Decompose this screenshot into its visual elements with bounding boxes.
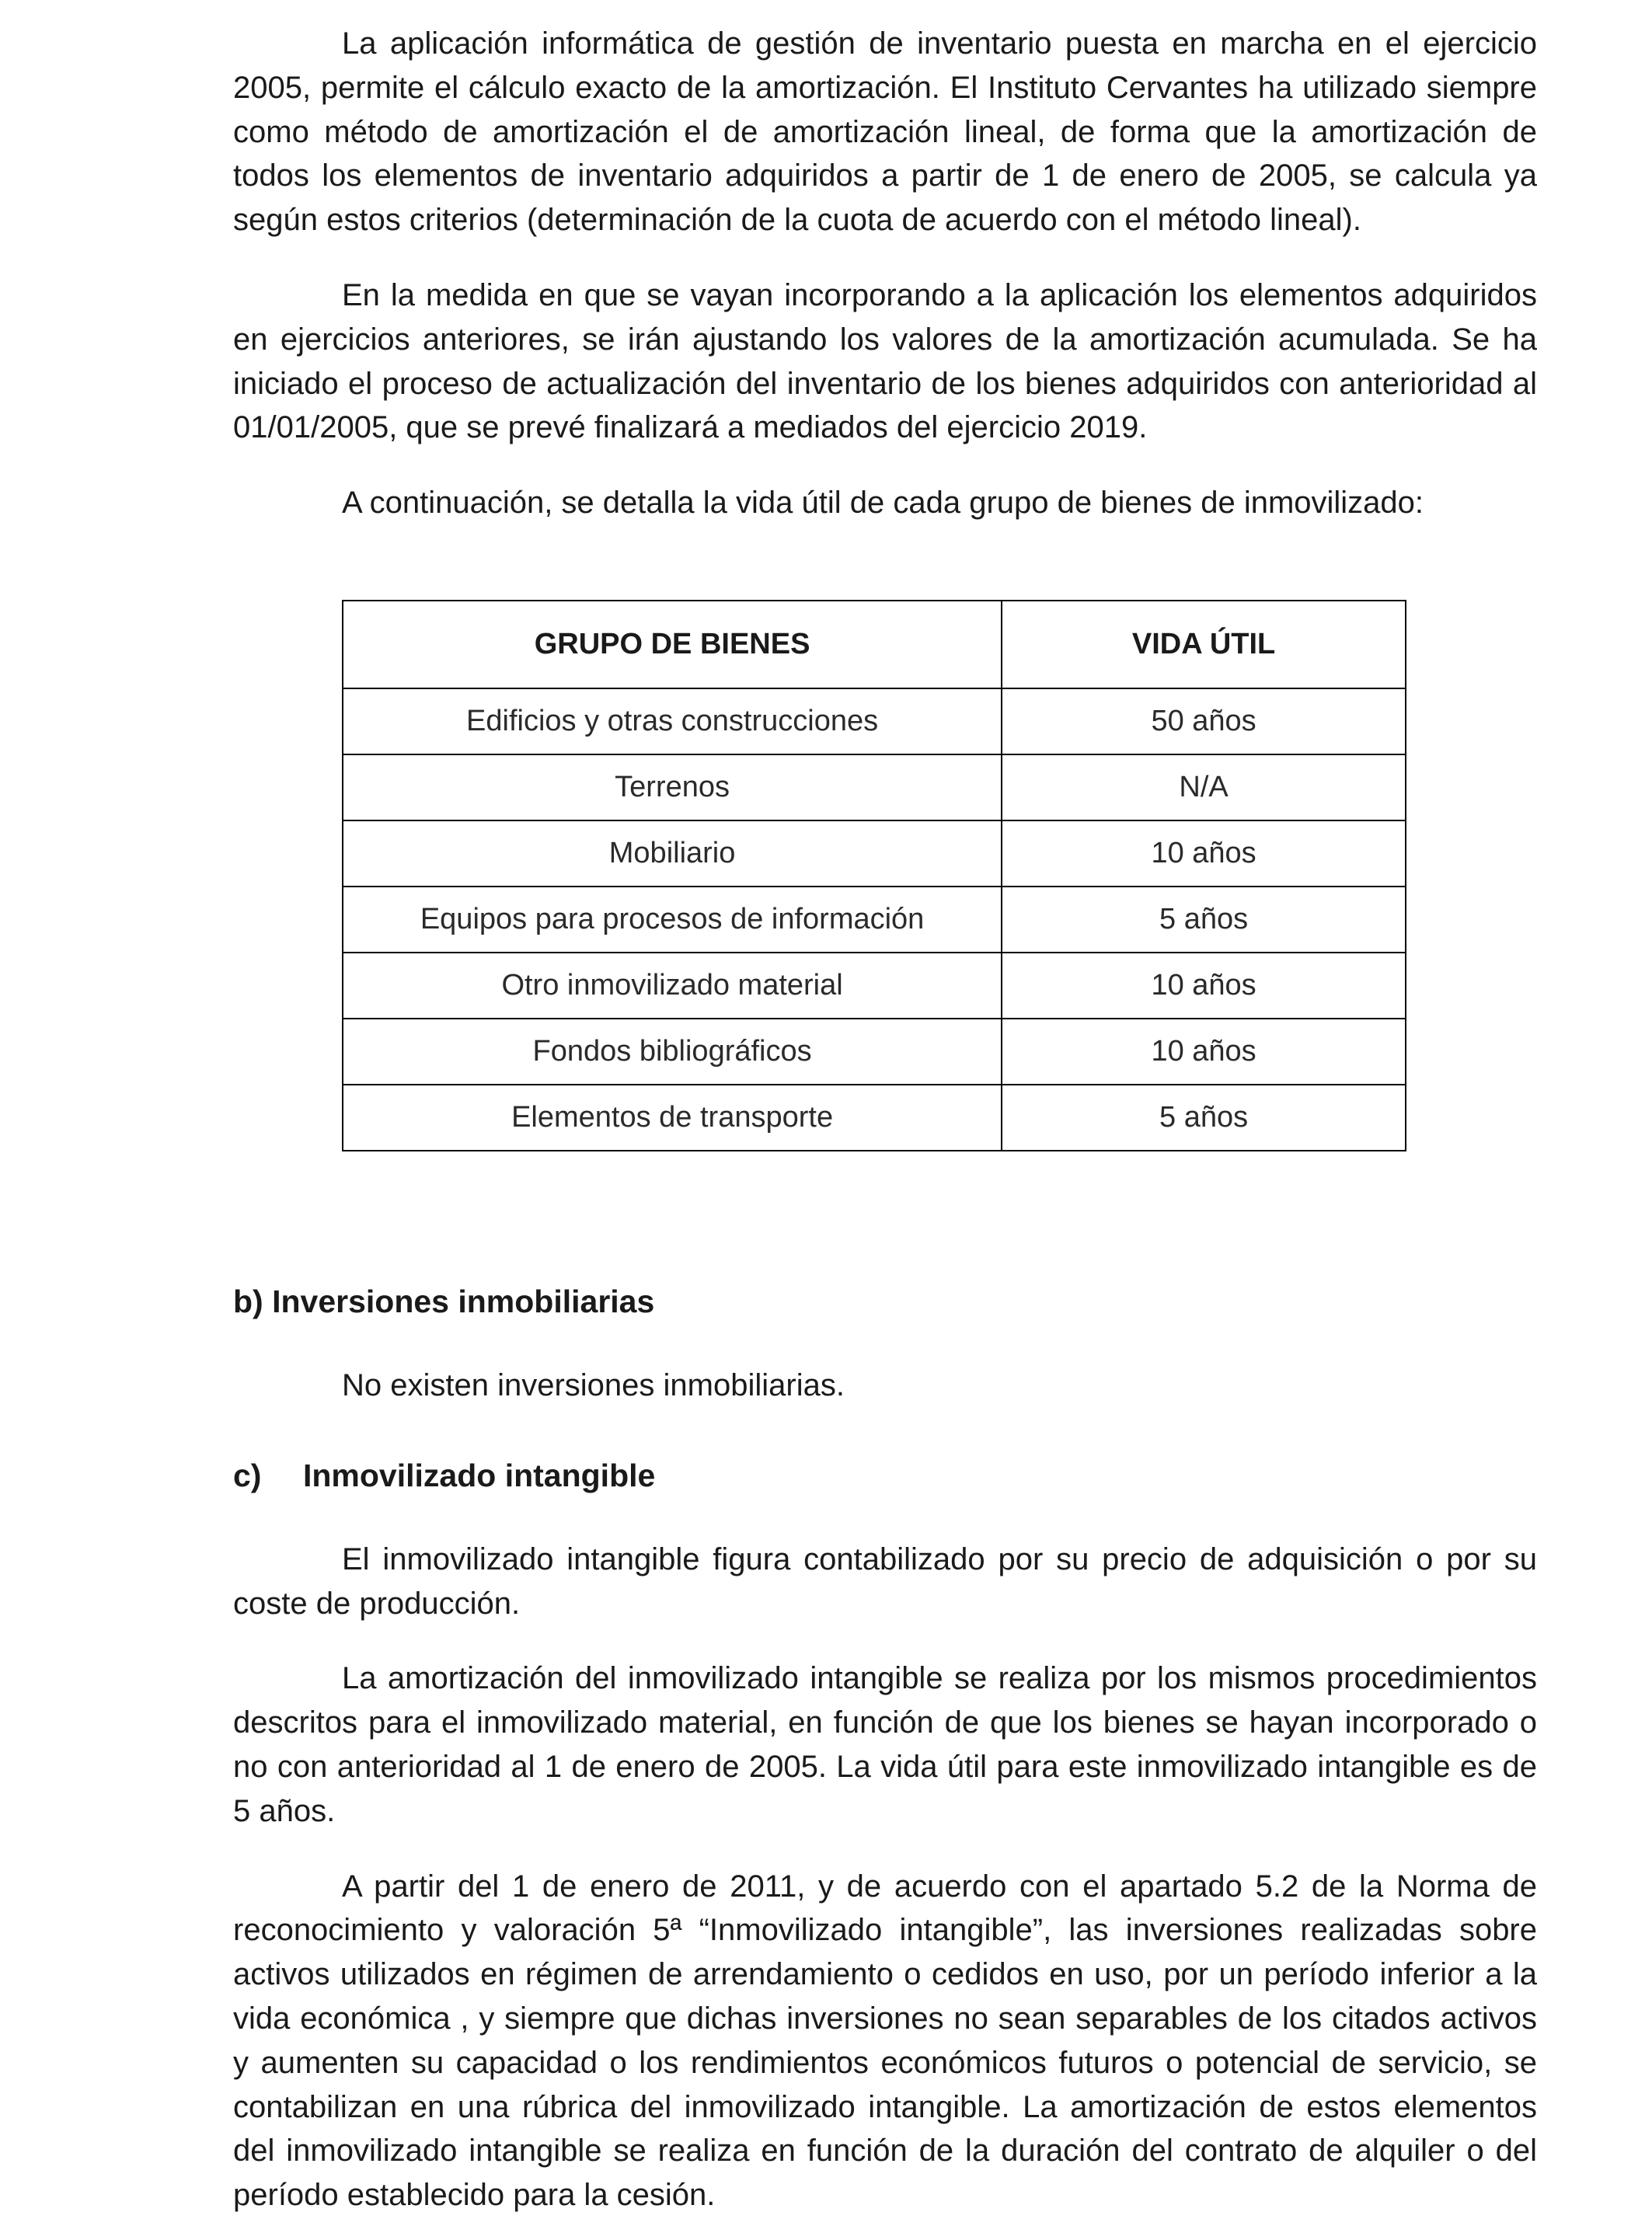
table-row — [343, 953, 1406, 1019]
table-cell-life: 5 años — [1002, 1085, 1406, 1151]
paragraph-intangible-2011-rule: A partir del 1 de enero de 2011, y de acuerdo con el apartado 5.2 de la Norma de reconocimiento y valoración 5ª “Inmovilizado intangible”, las inversiones realizadas sobre activos utilizados en régimen de arrendamiento o cedidos en uso, por un período inferior a la vida económica , y siempre que dichas inversiones no sean separables de los citados activos y aumenten su capacidad o los rendimientos económicos futuros o potencial de servicio, se contabilizan en una rúbrica del inmovilizado intangible. La amortización de estos elementos del inmovilizado intangible se realiza en función de la duración del contrato de alquiler o del período establecido para la cesión. — [233, 1869, 1537, 2213]
table-row — [343, 754, 1406, 820]
table-cell-group: Mobiliario — [343, 820, 1002, 887]
table-header-grupo-de-bienes: GRUPO DE BIENES — [343, 601, 1002, 688]
table-cell-life: 10 años — [1002, 820, 1406, 887]
table-cell-group: Equipos para procesos de información — [343, 887, 1002, 953]
table-cell-life: N/A — [1002, 754, 1406, 820]
paragraph-no-inversiones: No existen inversiones inmobiliarias. — [342, 1367, 845, 1402]
section-title-text: Inmovilizado intangible — [303, 1457, 656, 1493]
table-row — [343, 887, 1406, 953]
table-cell-life: 10 años — [1002, 1019, 1406, 1085]
paragraph-amortization-update: En la medida en que se vayan incorporando a la aplicación los elementos adquiridos en ejercicios anteriores, se irán ajustando los valores de la amortización acumulada. Se ha iniciado el proceso de actualización del inventario de los bienes adquiridos con anterioridad al 01/01/2005, que se prevé finalizará a mediados del ejercicio 2019. — [233, 277, 1537, 445]
table-row — [343, 1085, 1406, 1151]
table-header-vida-util: VIDA ÚTIL — [1002, 601, 1406, 688]
table-row — [343, 688, 1406, 754]
paragraph-intangible-valuation: El inmovilizado intangible figura contabilizado por su precio de adquisición o por su coste de producción. — [233, 1542, 1537, 1621]
section-heading-inmovilizado-intangible — [233, 1458, 1537, 1494]
table-cell-group: Otro inmovilizado material — [343, 953, 1002, 1019]
table-cell-life: 10 años — [1002, 953, 1406, 1019]
paragraph-table-intro: A continuación, se detalla la vida útil de cada grupo de bienes de inmovilizado: — [342, 486, 1424, 521]
section-heading-inversiones-inmobiliarias: b) Inversiones inmobiliarias — [233, 1283, 655, 1319]
table-row — [343, 1019, 1406, 1085]
table-header-row — [343, 601, 1406, 688]
table-row — [343, 820, 1406, 887]
paragraph-inventory-app: La aplicación informática de gestión de inventario puesta en marcha en el ejercicio 2005, permite el cálculo exacto de la amortización. El Instituto Cervantes ha utilizado siempre como método de amortización el de amortización lineal, de forma que la amortización de todos los elementos de inventario adquiridos a partir de 1 de enero de 2005, se calcula ya según estos criterios (determinación de la cuota de acuerdo con el método lineal). — [233, 26, 1537, 238]
section-letter: c) — [233, 1457, 262, 1493]
table-cell-group: Elementos de transporte — [343, 1085, 1002, 1151]
table-cell-group: Fondos bibliográficos — [343, 1019, 1002, 1085]
table-cell-life: 50 años — [1002, 688, 1406, 754]
asset-life-table — [342, 600, 1406, 1151]
table-cell-group: Terrenos — [343, 754, 1002, 820]
paragraph-intangible-amortization: La amortización del inmovilizado intangible se realiza por los mismos procedimientos descritos para el inmovilizado material, en función de que los bienes se hayan incorporado o no con anterioridad al 1 de enero de 2005. La vida útil para este inmovilizado intangible es de 5 años. — [233, 1661, 1537, 1828]
table-cell-group: Edificios y otras construcciones — [343, 688, 1002, 754]
table-cell-life: 5 años — [1002, 887, 1406, 953]
